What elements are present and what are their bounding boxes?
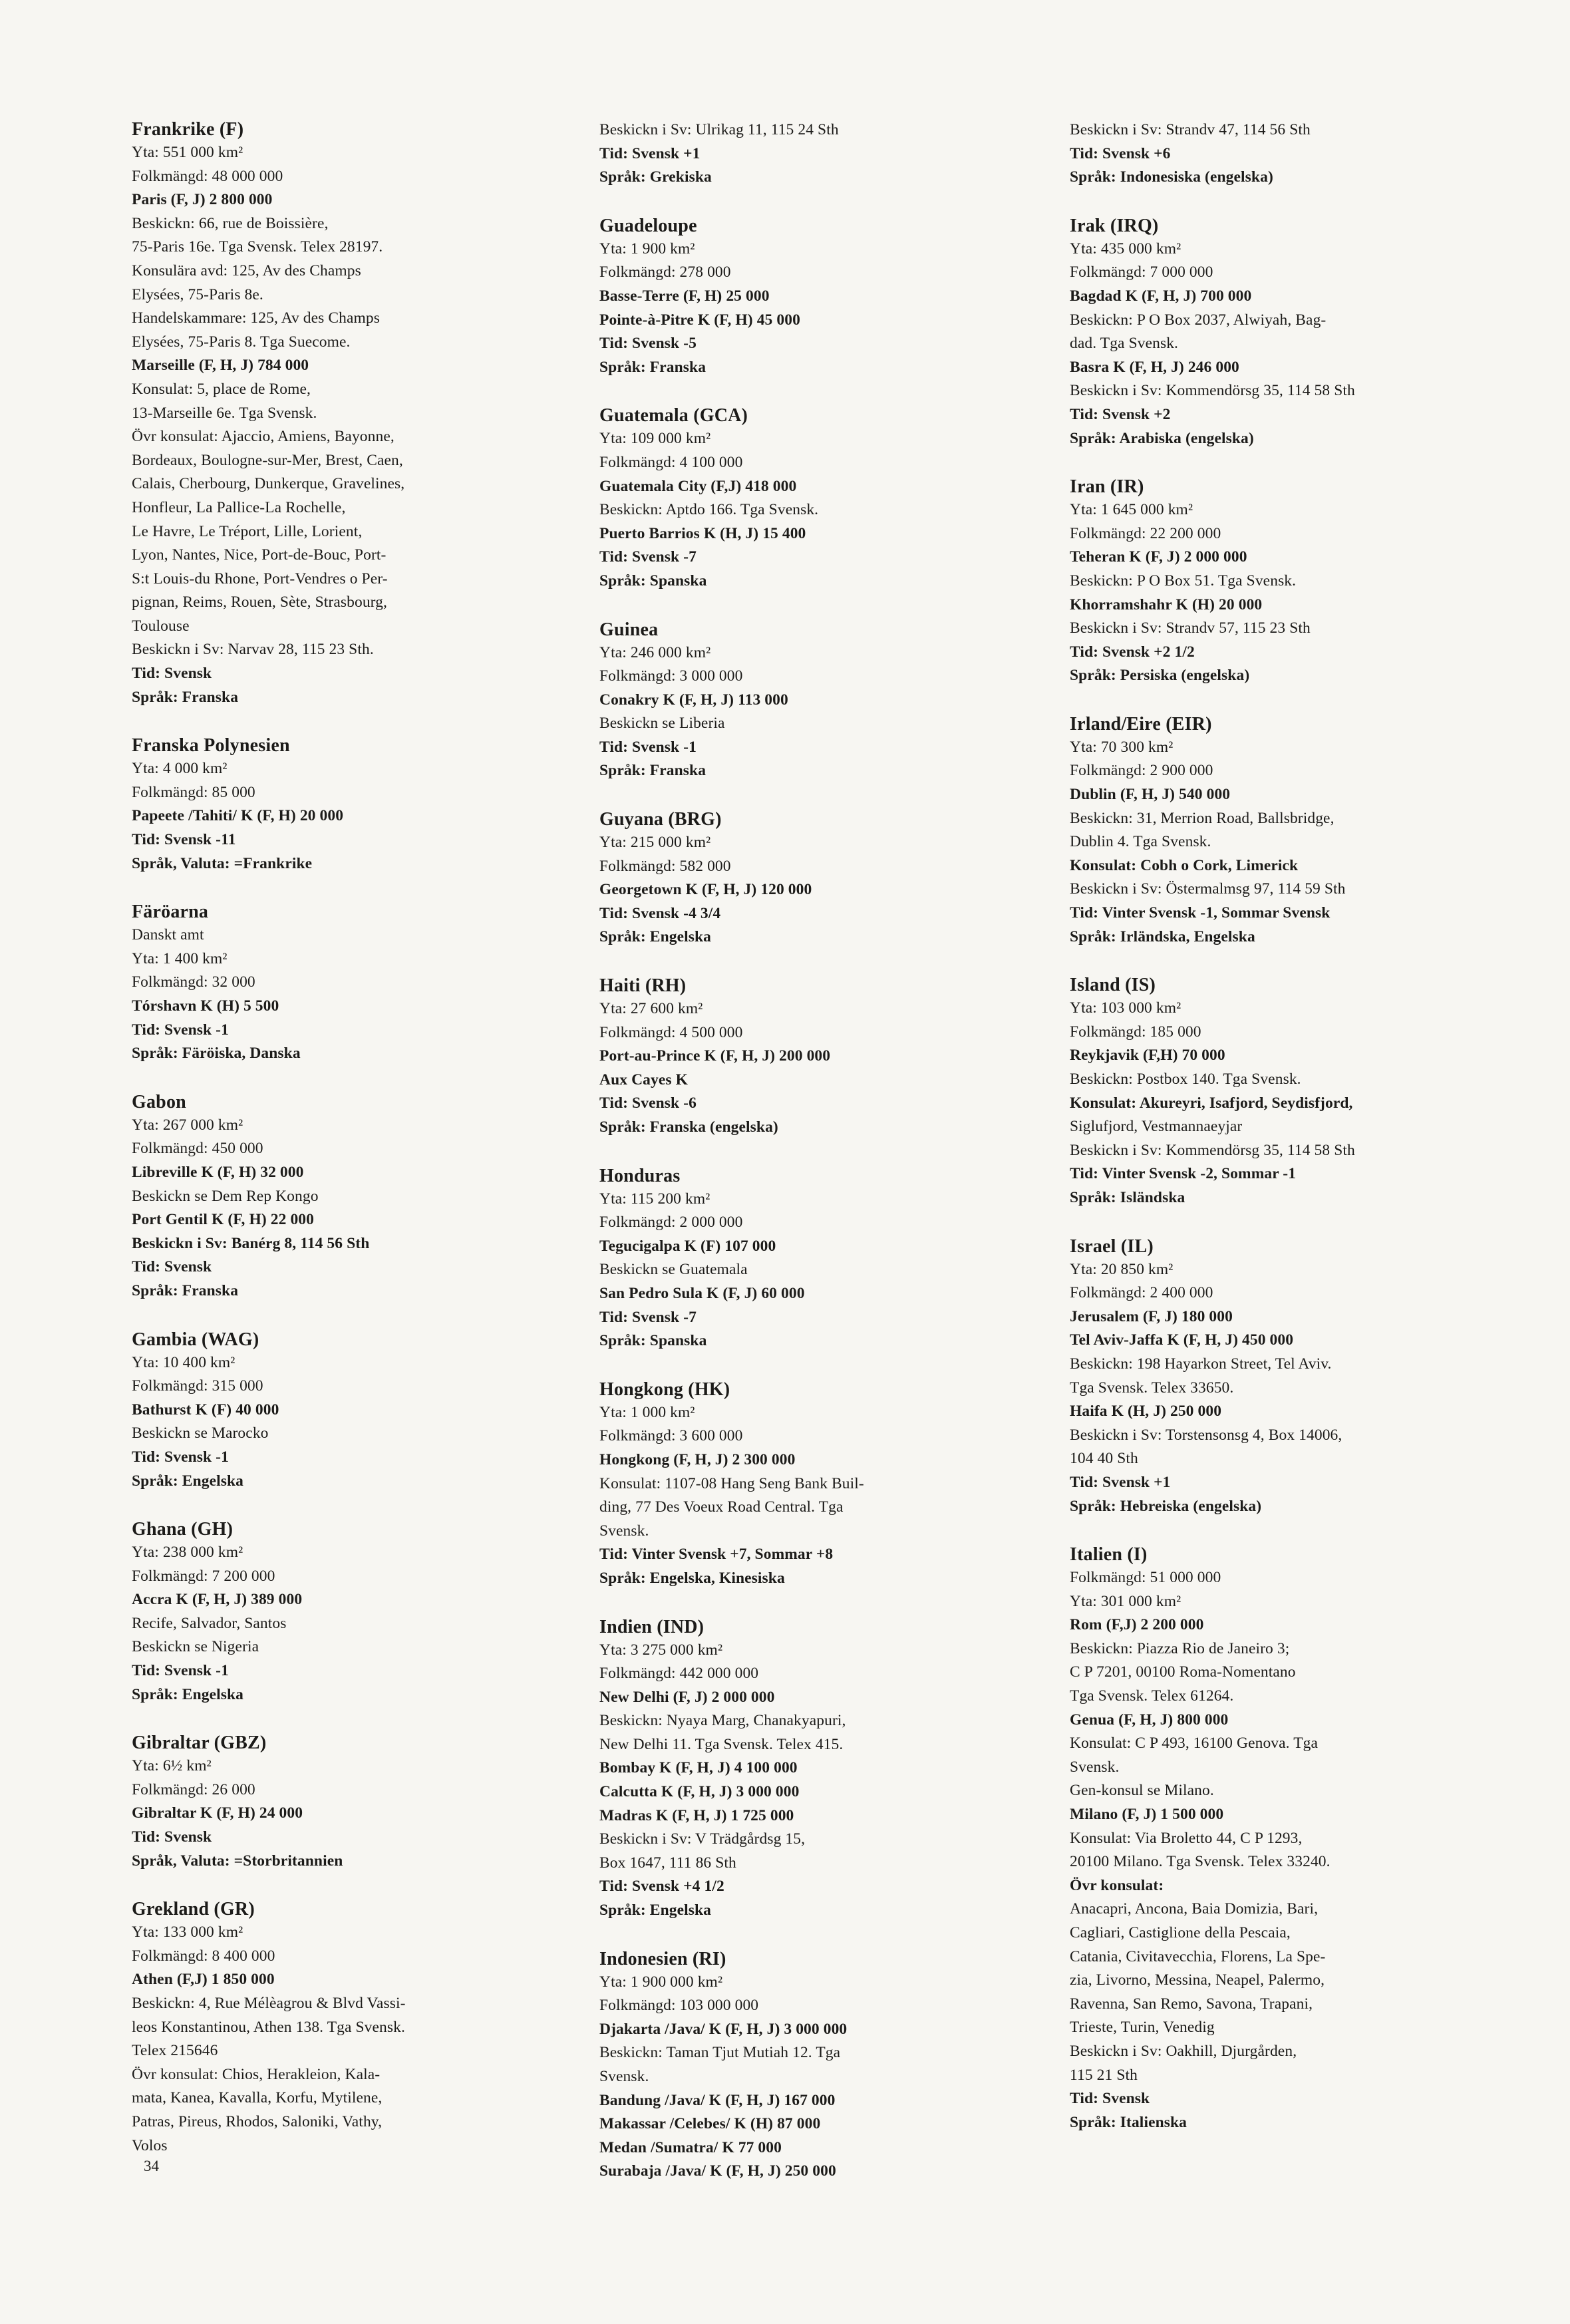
entry-line: Yta: 246 000 km² bbox=[599, 643, 711, 661]
entry-line: Språk: Persiska (engelska) bbox=[1070, 667, 1250, 685]
entry-line: Folkmängd: 278 000 bbox=[599, 263, 731, 281]
entry-line: Gibraltar K (F, H) 24 000 bbox=[132, 1804, 303, 1822]
entry-line: Tid: Svensk bbox=[132, 1258, 212, 1276]
entry-line: zia, Livorno, Messina, Neapel, Palermo, bbox=[1070, 1971, 1325, 1989]
entry-line: Tid: Svensk -4 3/4 bbox=[599, 904, 721, 922]
entry-line: Tegucigalpa K (F) 107 000 bbox=[599, 1237, 776, 1255]
entry-line: Guatemala City (F,J) 418 000 bbox=[599, 477, 797, 495]
country-entry bbox=[599, 1948, 972, 2184]
country-heading: Guyana (BRG) bbox=[599, 809, 722, 830]
country-heading: Israel (IL) bbox=[1070, 1236, 1154, 1257]
entry-line: Georgetown K (F, H, J) 120 000 bbox=[599, 881, 812, 899]
entry-line: Språk: Franska bbox=[132, 688, 239, 706]
entry-line: Tid: Vinter Svensk -1, Sommar Svensk bbox=[1070, 904, 1331, 922]
entry-line: Yta: 301 000 km² bbox=[1070, 1592, 1181, 1610]
entry-line: Khorramshahr K (H) 20 000 bbox=[1070, 595, 1263, 613]
entry-line: Yta: 1 645 000 km² bbox=[1070, 501, 1193, 519]
entry-line: Jerusalem (F, J) 180 000 bbox=[1070, 1307, 1233, 1325]
country-heading: Grekland (GR) bbox=[132, 1899, 255, 1920]
entry-line: Conakry K (F, H, J) 113 000 bbox=[599, 691, 788, 709]
entry-line: Folkmängd: 7 000 000 bbox=[1070, 263, 1213, 281]
entry-line: Beskickn: P O Box 51. Tga Svensk. bbox=[1070, 572, 1297, 589]
entry-line: Makassar /Celebes/ K (H) 87 000 bbox=[599, 2115, 821, 2133]
country-heading: Guinea bbox=[599, 619, 659, 640]
entry-line: Ravenna, San Remo, Savona, Trapani, bbox=[1070, 1995, 1313, 2013]
entry-line: Beskickn se Marocko bbox=[132, 1424, 269, 1442]
entry-line: Språk: Franska (engelska) bbox=[599, 1118, 778, 1136]
country-heading: Gabon bbox=[132, 1091, 186, 1112]
entry-line: Språk: Färöiska, Danska bbox=[132, 1045, 301, 1063]
entry-line: Språk: Engelska bbox=[132, 1472, 244, 1490]
entry-line: Språk: Italienska bbox=[1070, 2113, 1187, 2131]
entry-line: Yta: 133 000 km² bbox=[132, 1923, 243, 1941]
country-entry bbox=[599, 1379, 972, 1591]
country-entry bbox=[599, 215, 972, 380]
entry-line: 20100 Milano. Tga Svensk. Telex 33240. bbox=[1070, 1853, 1331, 1871]
country-entry bbox=[599, 118, 972, 190]
entry-line: Folkmängd: 32 000 bbox=[132, 973, 255, 991]
entry-line: Teheran K (F, J) 2 000 000 bbox=[1070, 548, 1247, 566]
entry-line: Elysées, 75-Paris 8e. bbox=[132, 285, 263, 303]
entry-line: Beskickn i Sv: Oakhill, Djurgården, bbox=[1070, 2042, 1297, 2060]
country-heading: Hongkong (HK) bbox=[599, 1379, 730, 1400]
entry-line: Elysées, 75-Paris 8. Tga Suecome. bbox=[132, 333, 351, 351]
entry-line: Lyon, Nantes, Nice, Port-de-Bouc, Port- bbox=[132, 546, 387, 564]
entry-line: Beskickn: Nyaya Marg, Chanakyapuri, bbox=[599, 1712, 846, 1730]
entry-line: Konsulat: C P 493, 16100 Genova. Tga bbox=[1070, 1735, 1319, 1752]
entry-line: Reykjavik (F,H) 70 000 bbox=[1070, 1047, 1225, 1065]
entry-line: Folkmängd: 4 500 000 bbox=[599, 1023, 743, 1041]
page-number: 34 bbox=[144, 2158, 159, 2174]
country-entry bbox=[132, 901, 491, 1066]
entry-line: Papeete /Tahiti/ K (F, H) 20 000 bbox=[132, 807, 344, 825]
entry-line: 75-Paris 16e. Tga Svensk. Telex 28197. bbox=[132, 238, 383, 256]
country-heading: Iran (IR) bbox=[1070, 476, 1144, 498]
entry-line: Konsulat: 5, place de Rome, bbox=[132, 380, 311, 398]
entry-line: Tid: Svensk -7 bbox=[599, 1308, 697, 1326]
country-entry bbox=[599, 975, 972, 1140]
entry-line: Beskickn se Guatemala bbox=[599, 1261, 748, 1279]
country-heading: Honduras bbox=[599, 1165, 681, 1186]
entry-line: Yta: 1 900 km² bbox=[599, 240, 695, 257]
country-entry bbox=[599, 808, 972, 949]
entry-line: Konsulat: 1107-08 Hang Seng Bank Buil- bbox=[599, 1474, 864, 1492]
entry-line: Konsulat: Via Broletto 44, C P 1293, bbox=[1070, 1829, 1303, 1847]
entry-line: Yta: 435 000 km² bbox=[1070, 240, 1181, 257]
entry-line: Konsulat: Cobh o Cork, Limerick bbox=[1070, 856, 1299, 874]
entry-line: Språk: Spanska bbox=[599, 1332, 707, 1350]
entry-line: Bagdad K (F, H, J) 700 000 bbox=[1070, 287, 1252, 305]
country-entry bbox=[1070, 1544, 1462, 2134]
entry-line: Folkmängd: 26 000 bbox=[132, 1780, 255, 1798]
entry-line: mata, Kanea, Kavalla, Korfu, Mytilene, bbox=[132, 2089, 383, 2107]
entry-line: Tga Svensk. Telex 33650. bbox=[1070, 1379, 1234, 1397]
entry-line: Språk: Franska bbox=[132, 1281, 239, 1299]
country-heading: Franska Polynesien bbox=[132, 735, 290, 756]
entry-line: Beskickn i Sv: Torstensonsg 4, Box 14006, bbox=[1070, 1426, 1342, 1444]
entry-line: Folkmängd: 51 000 000 bbox=[1070, 1569, 1221, 1587]
entry-line: Yta: 551 000 km² bbox=[132, 144, 243, 161]
entry-line: Patras, Pireus, Rhodos, Saloniki, Vathy, bbox=[132, 2112, 383, 2130]
country-entry bbox=[1070, 713, 1462, 949]
entry-line: Beskickn: Aptdo 166. Tga Svensk. bbox=[599, 501, 819, 519]
country-heading: Gibraltar (GBZ) bbox=[132, 1733, 267, 1754]
entry-line: Recife, Salvador, Santos bbox=[132, 1614, 287, 1632]
entry-line: Språk: Engelska bbox=[132, 1685, 244, 1703]
entry-line: Tid: Vinter Svensk -2, Sommar -1 bbox=[1070, 1165, 1297, 1183]
entry-line: Tid: Svensk +6 bbox=[1070, 144, 1171, 162]
entry-line: Beskickn: 198 Hayarkon Street, Tel Aviv. bbox=[1070, 1355, 1332, 1373]
entry-line: Danskt amt bbox=[132, 926, 204, 944]
entry-line: Paris (F, J) 2 800 000 bbox=[132, 191, 273, 209]
entry-line: Folkmängd: 185 000 bbox=[1070, 1023, 1201, 1041]
entry-line: Djakarta /Java/ K (F, H, J) 3 000 000 bbox=[599, 2020, 848, 2038]
entry-line: Trieste, Turin, Venedig bbox=[1070, 2019, 1215, 2037]
entry-line: Calcutta K (F, H, J) 3 000 000 bbox=[599, 1783, 800, 1801]
entry-line: Beskickn: P O Box 2037, Alwiyah, Bag- bbox=[1070, 311, 1327, 329]
country-heading: Italien (I) bbox=[1070, 1544, 1148, 1566]
country-entry bbox=[1070, 118, 1462, 190]
column-2 bbox=[599, 118, 972, 2209]
entry-line: Dublin 4. Tga Svensk. bbox=[1070, 833, 1211, 851]
entry-line: Beskickn i Sv: Kommendörsg 35, 114 58 Sth bbox=[1070, 1141, 1355, 1159]
entry-line: Haifa K (H, J) 250 000 bbox=[1070, 1403, 1222, 1420]
entry-line: Le Havre, Le Tréport, Lille, Lorient, bbox=[132, 522, 363, 540]
country-entry bbox=[599, 1165, 972, 1353]
entry-line: Tid: Svensk bbox=[1070, 2090, 1150, 2108]
entry-line: New Delhi (F, J) 2 000 000 bbox=[599, 1688, 775, 1706]
entry-line: Tid: Svensk -1 bbox=[132, 1021, 229, 1039]
country-entry bbox=[132, 1518, 491, 1707]
entry-line: San Pedro Sula K (F, J) 60 000 bbox=[599, 1284, 805, 1302]
entry-line: Yta: 20 850 km² bbox=[1070, 1260, 1174, 1278]
country-heading: Island (IS) bbox=[1070, 975, 1156, 996]
entry-line: Folkmängd: 7 200 000 bbox=[132, 1567, 275, 1585]
country-entry bbox=[132, 735, 491, 876]
entry-line: Folkmängd: 48 000 000 bbox=[132, 167, 283, 185]
entry-line: Tid: Svensk -1 bbox=[599, 738, 697, 756]
entry-line: Yta: 10 400 km² bbox=[132, 1353, 236, 1371]
entry-line: Libreville K (F, H) 32 000 bbox=[132, 1163, 304, 1181]
entry-line: Tórshavn K (H) 5 500 bbox=[132, 997, 279, 1015]
country-entry bbox=[132, 1898, 491, 2158]
country-entry bbox=[1070, 476, 1462, 688]
entry-line: Språk: Franska bbox=[599, 358, 706, 376]
country-entry bbox=[132, 118, 491, 709]
entry-line: Folkmängd: 85 000 bbox=[132, 783, 255, 801]
entry-line: Beskickn se Liberia bbox=[599, 715, 725, 733]
entry-line: Beskickn i Sv: Banérg 8, 114 56 Sth bbox=[132, 1234, 370, 1252]
entry-line: Basra K (F, H, J) 246 000 bbox=[1070, 358, 1239, 376]
entry-line: Milano (F, J) 1 500 000 bbox=[1070, 1806, 1224, 1824]
entry-line: Medan /Sumatra/ K 77 000 bbox=[599, 2138, 782, 2156]
entry-line: Siglufjord, Vestmannaeyjar bbox=[1070, 1118, 1243, 1136]
entry-line: Tid: Svensk -6 bbox=[599, 1094, 697, 1112]
entry-line: Tga Svensk. Telex 61264. bbox=[1070, 1687, 1234, 1705]
entry-line: Språk: Arabiska (engelska) bbox=[1070, 429, 1254, 447]
entry-line: Beskickn i Sv: Östermalmsg 97, 114 59 Sth bbox=[1070, 880, 1346, 898]
entry-line: Svensk. bbox=[599, 1522, 649, 1540]
entry-line: Folkmängd: 442 000 000 bbox=[599, 1665, 759, 1683]
entry-line: Språk: Engelska bbox=[599, 1902, 712, 1919]
country-entry bbox=[599, 619, 972, 784]
country-entry bbox=[132, 1091, 491, 1303]
entry-line: Yta: 1 000 km² bbox=[599, 1403, 695, 1421]
entry-line: 104 40 Sth bbox=[1070, 1450, 1138, 1468]
country-heading: Frankrike (F) bbox=[132, 119, 244, 140]
entry-line: Box 1647, 111 86 Sth bbox=[599, 1854, 736, 1872]
entry-line: Anacapri, Ancona, Baia Domizia, Bari, bbox=[1070, 1900, 1319, 1918]
entry-line: Beskickn i Sv: Ulrikag 11, 115 24 Sth bbox=[599, 121, 839, 138]
entry-line: Port Gentil K (F, H) 22 000 bbox=[132, 1211, 315, 1229]
entry-line: Surabaja /Java/ K (F, H, J) 250 000 bbox=[599, 2162, 836, 2180]
entry-line: Språk: Grekiska bbox=[599, 168, 712, 186]
entry-line: Språk: Franska bbox=[599, 762, 706, 780]
entry-line: ding, 77 Des Voeux Road Central. Tga bbox=[599, 1498, 844, 1516]
entry-line: Folkmängd: 3 000 000 bbox=[599, 667, 743, 685]
entry-line: pignan, Reims, Rouen, Sète, Strasbourg, bbox=[132, 593, 388, 611]
entry-line: 13-Marseille 6e. Tga Svensk. bbox=[132, 404, 317, 422]
entry-line: Telex 215646 bbox=[132, 2042, 218, 2060]
entry-line: Bordeaux, Boulogne-sur-Mer, Brest, Caen, bbox=[132, 451, 403, 469]
entry-line: Aux Cayes K bbox=[599, 1071, 688, 1088]
country-heading: Guatemala (GCA) bbox=[599, 405, 748, 426]
entry-line: S:t Louis-du Rhone, Port-Vendres o Per- bbox=[132, 570, 388, 587]
country-heading: Färöarna bbox=[132, 902, 209, 923]
country-heading: Indonesien (RI) bbox=[599, 1948, 726, 1969]
entry-line: Yta: 267 000 km² bbox=[132, 1116, 243, 1134]
entry-line: Yta: 109 000 km² bbox=[599, 430, 711, 448]
entry-line: Honfleur, La Pallice-La Rochelle, bbox=[132, 498, 346, 516]
entry-line: Genua (F, H, J) 800 000 bbox=[1070, 1711, 1229, 1729]
country-heading: Irak (IRQ) bbox=[1070, 215, 1159, 236]
entry-line: Beskickn i Sv: Strandv 47, 114 56 Sth bbox=[1070, 121, 1311, 138]
entry-line: Tid: Svensk +2 1/2 bbox=[1070, 643, 1195, 661]
entry-line: Athen (F,J) 1 850 000 bbox=[132, 1971, 275, 1989]
entry-line: Språk: Spanska bbox=[599, 572, 707, 589]
entry-line: Tid: Vinter Svensk +7, Sommar +8 bbox=[599, 1546, 834, 1564]
entry-line: Accra K (F, H, J) 389 000 bbox=[132, 1591, 303, 1609]
entry-line: Yta: 238 000 km² bbox=[132, 1544, 243, 1562]
column-3 bbox=[1070, 118, 1462, 2160]
entry-line: Tid: Svensk -1 bbox=[132, 1662, 229, 1680]
entry-line: Folkmängd: 582 000 bbox=[599, 857, 731, 875]
entry-line: Gen-konsul se Milano. bbox=[1070, 1782, 1214, 1800]
entry-line: Folkmängd: 103 000 000 bbox=[599, 1997, 759, 2015]
entry-line: Övr konsulat: Chios, Herakleion, Kala- bbox=[132, 2065, 381, 2083]
entry-line: Port-au-Prince K (F, H, J) 200 000 bbox=[599, 1047, 831, 1065]
entry-line: Yta: 6½ km² bbox=[132, 1757, 212, 1775]
country-heading: Gambia (WAG) bbox=[132, 1329, 259, 1350]
entry-line: Beskickn: Taman Tjut Mutiah 12. Tga bbox=[599, 2044, 841, 2062]
entry-line: Basse-Terre (F, H) 25 000 bbox=[599, 287, 770, 305]
entry-line: Språk: Irländska, Engelska bbox=[1070, 927, 1255, 945]
entry-line: Tid: Svensk -1 bbox=[132, 1448, 229, 1466]
column-1 bbox=[132, 118, 491, 2183]
entry-line: Folkmängd: 22 200 000 bbox=[1070, 524, 1221, 542]
entry-line: Beskickn i Sv: Narvav 28, 115 23 Sth. bbox=[132, 641, 374, 659]
entry-line: Språk: Hebreiska (engelska) bbox=[1070, 1497, 1262, 1515]
entry-line: Hongkong (F, H, J) 2 300 000 bbox=[599, 1450, 796, 1468]
entry-line: Catania, Civitavecchia, Florens, La Spe- bbox=[1070, 1947, 1326, 1965]
entry-line: Beskickn: 4, Rue Mélèagrou & Blvd Vassi- bbox=[132, 1995, 406, 2012]
entry-line: Övr konsulat: bbox=[1070, 1876, 1164, 1894]
country-entry bbox=[599, 1616, 972, 1923]
entry-line: Beskickn i Sv: V Trädgårdsg 15, bbox=[599, 1830, 806, 1848]
entry-line: Tid: Svensk +1 bbox=[1070, 1473, 1171, 1491]
entry-line: Tid: Svensk bbox=[132, 1828, 212, 1846]
entry-line: Tid: Svensk bbox=[132, 665, 212, 683]
entry-line: Puerto Barrios K (H, J) 15 400 bbox=[599, 524, 806, 542]
entry-line: Pointe-à-Pitre K (F, H) 45 000 bbox=[599, 311, 800, 329]
entry-line: 115 21 Sth bbox=[1070, 2066, 1138, 2084]
entry-line: Tid: Svensk +4 1/2 bbox=[599, 1878, 724, 1896]
entry-line: Yta: 4 000 km² bbox=[132, 760, 228, 778]
entry-line: Folkmängd: 450 000 bbox=[132, 1140, 263, 1158]
entry-line: Språk, Valuta: =Frankrike bbox=[132, 854, 313, 872]
entry-line: Beskickn: 66, rue de Boissière, bbox=[132, 214, 329, 232]
entry-line: Språk: Isländska bbox=[1070, 1188, 1185, 1206]
entry-line: Folkmängd: 4 100 000 bbox=[599, 453, 743, 471]
entry-line: Konsulära avd: 125, Av des Champs bbox=[132, 261, 361, 279]
country-entry bbox=[599, 405, 972, 593]
entry-line: Svensk. bbox=[599, 2068, 649, 2085]
entry-line: Bathurst K (F) 40 000 bbox=[132, 1401, 279, 1418]
entry-line: Cagliari, Castiglione della Pescaia, bbox=[1070, 1924, 1291, 1941]
country-entry bbox=[1070, 1236, 1462, 1519]
entry-line: Handelskammare: 125, Av des Champs bbox=[132, 309, 381, 327]
entry-line: Konsulat: Akureyri, Isafjord, Seydisfjord, bbox=[1070, 1094, 1353, 1112]
entry-line: Yta: 27 600 km² bbox=[599, 1000, 703, 1018]
entry-line: Toulouse bbox=[132, 617, 190, 635]
entry-line: Madras K (F, H, J) 1 725 000 bbox=[599, 1806, 794, 1824]
entry-line: Tid: Svensk +2 bbox=[1070, 405, 1171, 423]
entry-line: Beskickn i Sv: Kommendörsg 35, 114 58 Sth bbox=[1070, 382, 1355, 400]
entry-line: Marseille (F, H, J) 784 000 bbox=[132, 357, 309, 375]
entry-line: Yta: 70 300 km² bbox=[1070, 738, 1174, 756]
entry-line: Beskickn se Dem Rep Kongo bbox=[132, 1187, 319, 1205]
entry-line: Beskickn: 31, Merrion Road, Ballsbridge, bbox=[1070, 809, 1334, 827]
entry-line: Folkmängd: 2 000 000 bbox=[599, 1214, 743, 1232]
entry-line: Yta: 103 000 km² bbox=[1070, 999, 1181, 1017]
country-entry bbox=[1070, 974, 1462, 1210]
entry-line: Calais, Cherbourg, Dunkerque, Gravelines, bbox=[132, 475, 405, 493]
entry-line: Beskickn: Postbox 140. Tga Svensk. bbox=[1070, 1071, 1301, 1088]
entry-line: Språk: Engelska bbox=[599, 928, 712, 946]
country-entry bbox=[132, 1732, 491, 1873]
country-heading: Haiti (RH) bbox=[599, 975, 687, 997]
entry-line: Yta: 215 000 km² bbox=[599, 834, 711, 852]
country-heading: Guadeloupe bbox=[599, 215, 697, 236]
entry-line: leos Konstantinou, Athen 138. Tga Svensk. bbox=[132, 2018, 405, 2036]
entry-line: Folkmängd: 2 400 000 bbox=[1070, 1284, 1213, 1302]
entry-line: Yta: 115 200 km² bbox=[599, 1190, 710, 1208]
entry-line: Bandung /Java/ K (F, H, J) 167 000 bbox=[599, 2091, 836, 2109]
entry-line: Yta: 3 275 000 km² bbox=[599, 1641, 723, 1659]
entry-line: Rom (F,J) 2 200 000 bbox=[1070, 1616, 1204, 1634]
entry-line: Språk: Indonesiska (engelska) bbox=[1070, 168, 1273, 186]
entry-line: Beskickn se Nigeria bbox=[132, 1638, 259, 1656]
country-entry bbox=[132, 1329, 491, 1494]
entry-line: Språk, Valuta: =Storbritannien bbox=[132, 1852, 343, 1870]
entry-line: Tid: Svensk -5 bbox=[599, 335, 697, 353]
entry-line: Tid: Svensk +1 bbox=[599, 144, 701, 162]
entry-line: Yta: 1 400 km² bbox=[132, 949, 228, 967]
entry-line: Tel Aviv-Jaffa K (F, H, J) 450 000 bbox=[1070, 1331, 1294, 1349]
entry-line: Övr konsulat: Ajaccio, Amiens, Bayonne, bbox=[132, 428, 394, 446]
entry-line: Folkmängd: 2 900 000 bbox=[1070, 762, 1213, 780]
entry-line: C P 7201, 00100 Roma-Nomentano bbox=[1070, 1663, 1296, 1681]
entry-line: Tid: Svensk -7 bbox=[599, 548, 697, 566]
entry-line: Beskickn: Piazza Rio de Janeiro 3; bbox=[1070, 1639, 1290, 1657]
entry-line: Folkmängd: 8 400 000 bbox=[132, 1947, 275, 1965]
country-heading: Irland/Eire (EIR) bbox=[1070, 713, 1212, 735]
entry-line: Folkmängd: 315 000 bbox=[132, 1377, 263, 1395]
entry-line: Yta: 1 900 000 km² bbox=[599, 1973, 723, 1991]
country-heading: Indien (IND) bbox=[599, 1616, 705, 1637]
entry-line: Volos bbox=[132, 2136, 168, 2154]
entry-line: Tid: Svensk -11 bbox=[132, 831, 236, 849]
entry-line: dad. Tga Svensk. bbox=[1070, 335, 1179, 353]
entry-line: Beskickn i Sv: Strandv 57, 115 23 Sth bbox=[1070, 619, 1311, 637]
country-entry bbox=[1070, 215, 1462, 450]
entry-line: Folkmängd: 3 600 000 bbox=[599, 1427, 743, 1445]
entry-line: Dublin (F, H, J) 540 000 bbox=[1070, 786, 1231, 804]
country-heading: Ghana (GH) bbox=[132, 1519, 234, 1540]
entry-line: Svensk. bbox=[1070, 1758, 1120, 1776]
entry-line: Bombay K (F, H, J) 4 100 000 bbox=[599, 1759, 798, 1777]
entry-line: New Delhi 11. Tga Svensk. Telex 415. bbox=[599, 1735, 844, 1753]
entry-line: Språk: Engelska, Kinesiska bbox=[599, 1569, 785, 1587]
